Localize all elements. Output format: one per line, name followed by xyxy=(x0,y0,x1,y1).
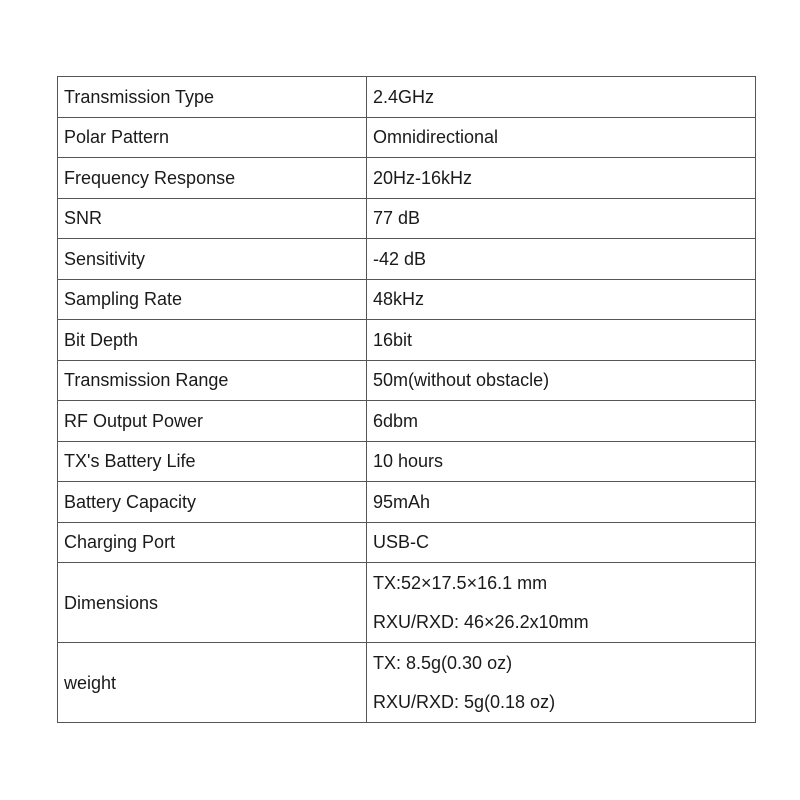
spec-label: weight xyxy=(58,643,367,723)
spec-value-cell xyxy=(367,522,756,563)
spec-value: TX: 8.5g(0.30 oz) xyxy=(373,653,513,673)
table-row xyxy=(58,77,756,118)
spec-value-cell xyxy=(367,482,756,523)
spec-value: -42 dB xyxy=(373,248,427,269)
table-row xyxy=(58,401,756,442)
table-row xyxy=(58,279,756,320)
spec-label: TX's Battery Life xyxy=(58,441,367,482)
spec-value-cell xyxy=(367,198,756,239)
spec-value: RXU/RXD: 5g(0.18 oz) xyxy=(373,692,556,712)
spec-value-cell xyxy=(367,77,756,118)
spec-value: USB-C xyxy=(373,532,430,553)
table-row xyxy=(58,563,756,643)
spec-label: Charging Port xyxy=(58,522,367,563)
table-row xyxy=(58,117,756,158)
spec-label: Sensitivity xyxy=(58,239,367,280)
table-row xyxy=(58,441,756,482)
spec-value-cell xyxy=(367,441,756,482)
spec-value: 2.4GHz xyxy=(373,86,435,107)
spec-value: RXU/RXD: 46×26.2x10mm xyxy=(373,612,589,632)
spec-label: Sampling Rate xyxy=(58,279,367,320)
spec-label: Transmission Range xyxy=(58,360,367,401)
table-row xyxy=(58,198,756,239)
table-row xyxy=(58,320,756,361)
spec-label: Battery Capacity xyxy=(58,482,367,523)
spec-value: 48kHz xyxy=(373,289,425,310)
spec-value: 16bit xyxy=(373,329,413,350)
spec-value: 95mAh xyxy=(373,491,431,512)
spec-label: Dimensions xyxy=(58,563,367,643)
spec-label: Bit Depth xyxy=(58,320,367,361)
spec-value: TX:52×17.5×16.1 mm xyxy=(373,573,548,593)
spec-label: SNR xyxy=(58,198,367,239)
spec-label: Transmission Type xyxy=(58,77,367,118)
spec-value: 10 hours xyxy=(373,451,444,472)
spec-table-body xyxy=(58,77,756,723)
spec-value: 50m(without obstacle) xyxy=(373,370,550,391)
spec-label: Frequency Response xyxy=(58,158,367,199)
spec-value-cell xyxy=(367,279,756,320)
spec-value: Omnidirectional xyxy=(373,127,499,148)
table-row xyxy=(58,522,756,563)
spec-value-cell xyxy=(367,158,756,199)
table-row xyxy=(58,158,756,199)
spec-value-cell xyxy=(367,643,756,723)
spec-value-cell xyxy=(367,320,756,361)
spec-table xyxy=(57,76,756,723)
spec-value-cell xyxy=(367,239,756,280)
spec-value: 20Hz-16kHz xyxy=(373,167,473,188)
table-row xyxy=(58,643,756,723)
table-row xyxy=(58,482,756,523)
spec-value-cell xyxy=(367,563,756,643)
spec-value: 77 dB xyxy=(373,208,421,229)
spec-value-cell xyxy=(367,117,756,158)
table-row xyxy=(58,360,756,401)
spec-value: 6dbm xyxy=(373,410,419,431)
spec-label: RF Output Power xyxy=(58,401,367,442)
spec-label: Polar Pattern xyxy=(58,117,367,158)
table-row xyxy=(58,239,756,280)
spec-value-cell xyxy=(367,360,756,401)
spec-value-cell xyxy=(367,401,756,442)
